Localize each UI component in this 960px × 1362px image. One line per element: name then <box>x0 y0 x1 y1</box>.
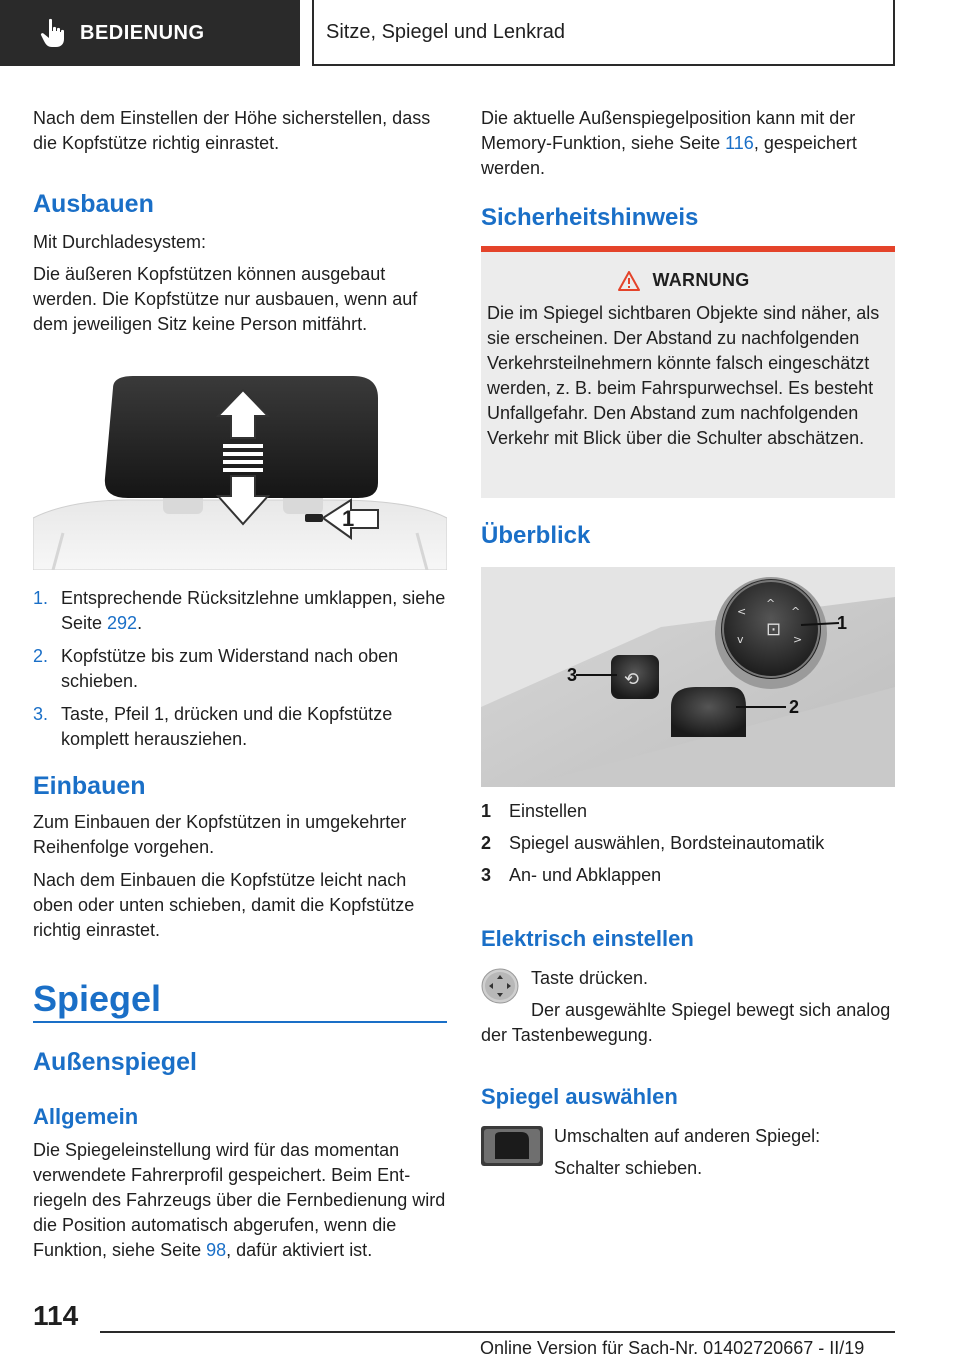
list-item <box>33 644 447 694</box>
allgemein-text-end: , dafür aktiviert ist. <box>226 1240 373 1260</box>
allgemein-paragraph <box>33 1138 447 1263</box>
legend-number: 1 <box>481 801 492 821</box>
chapter-title: Sitze, Spiegel und Lenkrad <box>326 20 566 43</box>
heading-spiegel: Spiegel <box>33 978 162 1019</box>
ausbauen-line1: Mit Durchladesystem: <box>33 232 207 252</box>
section-title: BEDIENUNG <box>80 21 205 44</box>
warning-text: Die im Spiegel sichtbaren Objekte sind näher, als sie erscheinen. Der Abstand zu nachfolgenden Verkehrsteilnehmern könnte falsch eingeschätzt werden, z. B. beim Fahrspurwechsel. Es besteht Unfallgefahr. Den Abstand zum nachfolgenden Verkehr mit Blick über die Schulter abschätzen. <box>487 303 880 448</box>
mirror-select-switch-icon <box>481 1126 543 1166</box>
svg-text:<: < <box>737 605 747 618</box>
svg-text:^: ^ <box>791 605 801 618</box>
legend-text: Spiegel auswählen, Bordsteinautomatik <box>509 833 825 853</box>
figure-callout-2: 2 <box>789 697 800 717</box>
legend-row <box>481 865 661 886</box>
warning-triangle-icon <box>618 271 640 291</box>
heading-elektrisch-einstellen: Elektrisch einstellen <box>481 926 694 951</box>
step-text: Entsprechende Rücksitzlehne umklappen, siehe Seite <box>61 588 446 633</box>
legend-number: 2 <box>481 833 492 853</box>
allgemein-text: Die Spiegeleinstellung wird für das momentan verwendete Fahrerprofil gespeichert. Beim Entriegeln des Fahrzeugs über die Fernbedienung wird die Position automatisch abgerufen, wenn die Funktion, siehe Seite <box>33 1140 446 1260</box>
memory-text-end: , gespeichert werden. <box>481 133 857 178</box>
steps-list <box>33 586 447 760</box>
heading-sicherheitshinweis: Sicherheitshinweis <box>481 204 699 231</box>
heading-ausbauen: Ausbauen <box>33 190 154 218</box>
heading-underline <box>33 1021 447 1023</box>
svg-text:v: v <box>737 633 744 646</box>
heading-spiegel-auswaehlen: Spiegel auswählen <box>481 1084 678 1109</box>
page-link-98[interactable]: 98 <box>206 1240 227 1260</box>
heading-ueberblick: Überblick <box>481 522 591 549</box>
warning-box <box>481 246 895 498</box>
auswaehlen-p2: Schalter schieben. <box>554 1158 703 1178</box>
memory-paragraph <box>481 106 895 181</box>
intro-paragraph: Nach dem Einstellen der Höhe sicherstellen, dass die Kopfstütze richtig einrastet. <box>33 108 431 153</box>
legend-text: Einstellen <box>509 801 588 821</box>
figure-callout-3: 3 <box>567 665 578 685</box>
section-header <box>0 0 300 66</box>
figure-callout-1: 1 <box>837 613 848 633</box>
page-link-116[interactable]: 116 <box>725 133 754 153</box>
heading-aussenspiegel: Außenspiegel <box>33 1048 197 1076</box>
figure-callout-1: 1 <box>342 506 355 531</box>
step-number: 1. <box>33 588 49 608</box>
memory-text: Die aktuelle Außenspiegelposition kann mit der Memory-Funktion, siehe Seite <box>481 108 856 153</box>
elektrisch-p1: Taste drücken. <box>531 968 649 988</box>
list-item <box>33 702 447 752</box>
ausbauen-paragraph: Die äußeren Kopfstützen können ausgebaut werden. Die Kopfstütze nur ausbauen, wenn auf dem jeweiligen Sitz keine Person mitfährt. <box>33 264 418 334</box>
legend-text: An- und Abklappen <box>509 865 662 885</box>
svg-text:⟲: ⟲ <box>624 669 640 690</box>
step-text-end: . <box>137 613 143 633</box>
mirror-control-illustration <box>481 567 895 787</box>
svg-text:>: > <box>793 633 803 646</box>
auswaehlen-p1: Umschalten auf anderen Spiegel: <box>554 1126 821 1146</box>
svg-text:⊡: ⊡ <box>766 619 782 640</box>
chapter-header <box>312 0 895 66</box>
step-number: 2. <box>33 646 49 666</box>
page-number: 114 <box>33 1300 79 1331</box>
legend-row <box>481 833 824 854</box>
step-text: Taste, Pfeil 1, drücken und die Kopfstütze komplett herausziehen. <box>61 704 393 749</box>
page-link-292[interactable]: 292 <box>107 613 138 633</box>
legend-number: 3 <box>481 865 492 885</box>
legend-row <box>481 801 587 822</box>
heading-allgemein: Allgemein <box>33 1104 139 1129</box>
heading-einbauen: Einbauen <box>33 772 146 800</box>
mirror-control-figure <box>481 567 895 787</box>
headrest-illustration <box>33 368 447 570</box>
online-version-note: Online Version für Sach-Nr. 01402720667 - II/19 <box>480 1338 865 1358</box>
headrest-figure <box>33 368 447 570</box>
warning-label: WARNUNG <box>652 270 750 290</box>
step-number: 3. <box>33 704 49 724</box>
elektrisch-p2: Der ausgewählte Spiegel bewegt sich analog der Tastenbewegung. <box>481 1000 891 1045</box>
einbauen-p2: Nach dem Einbauen die Kopfstütze leicht nach oben oder unten schieben, damit die Kopfstütze richtig einrastet. <box>33 870 415 940</box>
einbauen-p1: Zum Einbauen der Kopfstützen in umgekehrter Reihenfolge vorgehen. <box>33 812 407 857</box>
list-item <box>33 586 447 636</box>
svg-text:^: ^ <box>766 597 776 610</box>
footer-rule <box>100 1331 895 1333</box>
warning-title <box>487 270 881 291</box>
hand-pointer-icon <box>40 18 66 48</box>
step-text: Kopfstütze bis zum Widerstand nach oben schieben. <box>61 646 399 691</box>
